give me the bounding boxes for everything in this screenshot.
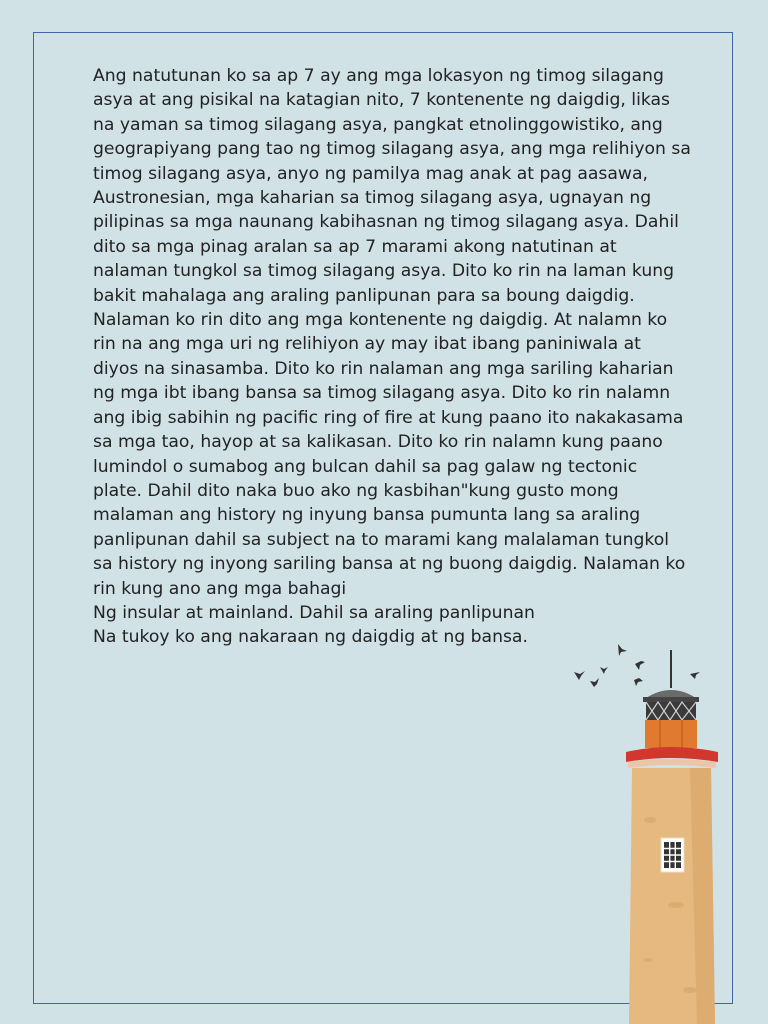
text-line: lumindol o sumabog ang bulcan dahil sa pag galaw ng tectonic	[93, 456, 638, 477]
lantern-rim	[643, 697, 699, 702]
text-line: timog silagang asya, anyo ng pamilya mag anak at pag aasawa,	[93, 163, 648, 184]
text-line: asya at ang pisikal na katagian nito, 7 kontenente ng daigdig, likas	[93, 90, 670, 111]
text-line: pilipinas sa mga naunang kabihasnan ng timog silagang asya. Dahil	[93, 212, 679, 233]
text-line: malaman ang history ng inyung bansa pumunta lang sa araling	[93, 505, 641, 526]
lighthouse-illustration	[560, 640, 768, 1024]
text-line: na yaman sa timog silagang asya, pangkat etnolinggowistiko, ang	[93, 114, 663, 135]
text-line: plate. Dahil dito naka buo ako ng kasbihan"kung gusto mong	[93, 480, 619, 501]
text-line: rin na ang mga uri ng relihiyon ay may ibat ibang paniniwala at	[93, 334, 641, 355]
bird-icon	[600, 667, 608, 674]
text-line: geograpiyang pang tao ng timog silagang asya, ang mga relihiyon sa	[93, 139, 691, 160]
bird-icon	[690, 672, 700, 679]
text-line: Ng insular at mainland. Dahil sa araling panlipunan	[93, 602, 535, 623]
bird-icon	[634, 678, 643, 686]
text-line: sa history ng inyong sariling bansa at ng buong daigdig. Nalaman ko	[93, 554, 686, 575]
text-line: nalaman tungkol sa timog silagang asya. Dito ko rin na laman kung	[93, 261, 675, 282]
bird-icon	[618, 644, 627, 656]
bird-icon	[574, 671, 585, 680]
text-line: panlipunan dahil sa subject na to marami kang malalaman tungkol	[93, 529, 670, 550]
text-line: bakit mahalaga ang araling panlipunan para sa boung daigdig.	[93, 285, 635, 306]
text-line: rin kung ano ang mga bahagi	[93, 578, 347, 599]
text-line: sa mga tao, hayop at sa kalikasan. Dito ko rin nalamn kung paano	[93, 432, 663, 453]
lantern-base	[645, 720, 697, 748]
lantern-cap	[646, 690, 696, 698]
essay-paragraph	[93, 64, 691, 650]
text-line: diyos na sinasamba. Dito ko rin nalaman ang mga sariling kaharian	[93, 358, 674, 379]
bird-icon	[635, 661, 645, 670]
text-line: Austronesian, mga kaharian sa timog silagang asya, ugnayan ng	[93, 188, 652, 209]
birds-icon	[574, 644, 700, 687]
text-line: ang ibig sabihin ng pacific ring of fire at kung paano ito nakakasama	[93, 407, 684, 428]
text-line: ng mga ibt ibang bansa sa timog silagang asya. Dito ko rin nalamn	[93, 383, 671, 404]
text-line: Nalaman ko rin dito ang mga kontenente ng daigdig. At nalamn ko	[93, 310, 668, 331]
bird-icon	[590, 678, 599, 687]
text-line: Ang natutunan ko sa ap 7 ay ang mga lokasyon ng timog silagang	[93, 66, 664, 86]
text-line: dito sa mga pinag aralan sa ap 7 marami akong natutinan at	[93, 236, 617, 257]
text-line: Na tukoy ko ang nakaraan ng daigdig at ng bansa.	[93, 627, 528, 648]
